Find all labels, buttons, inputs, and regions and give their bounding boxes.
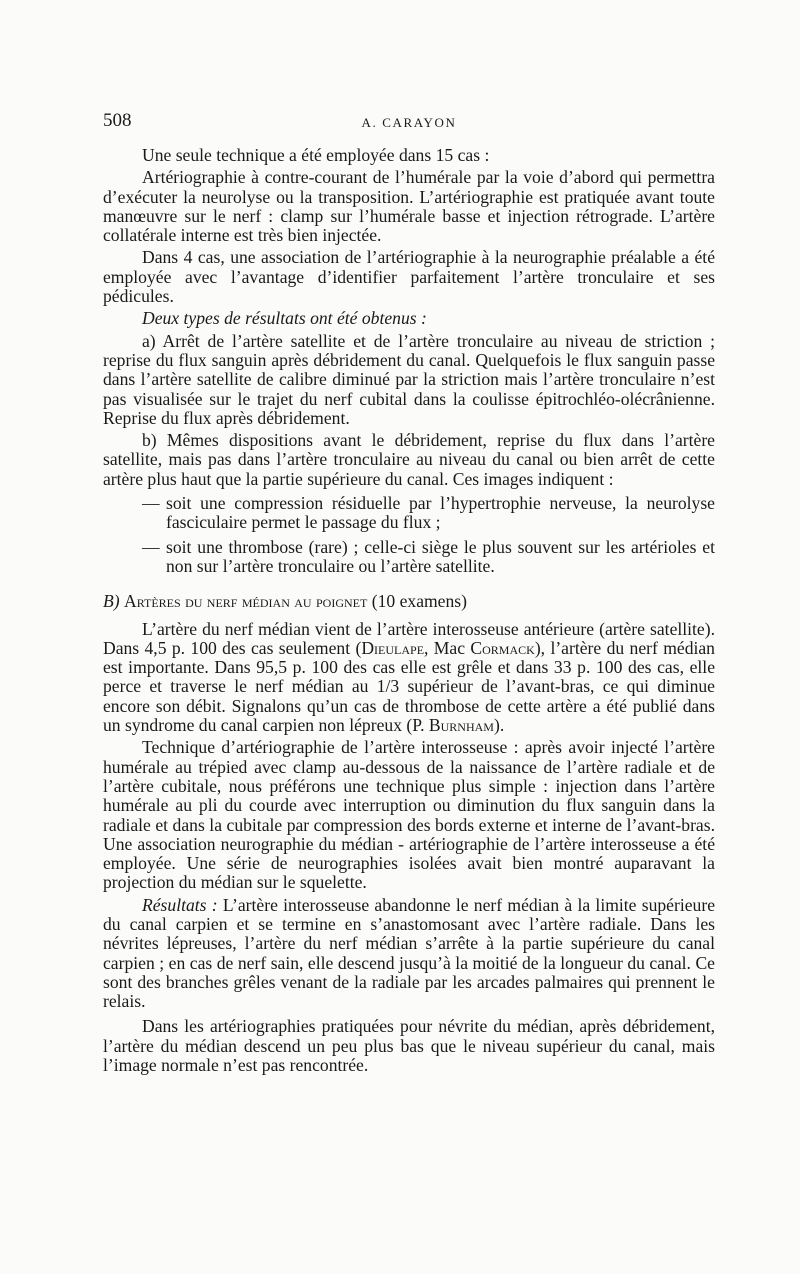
paragraph: Dans les artériographies pratiquées pour névrite du médian, après débridement, l’artère du médian descend un peu plus bas que le niveau supérieur du canal, mais l’image normale n’est pas rencontrée. [103,1016,715,1076]
dash-mark: — [142,493,160,514]
text-run: ). [493,715,505,736]
dash-item [142,494,715,533]
paragraph [103,620,715,736]
page-body [103,146,715,1078]
page-header [103,110,715,136]
author-name: Dieulape [361,637,425,658]
dash-mark: — [142,536,160,557]
dash-item-text: soit une compression résiduelle par l’hypertrophie nerveuse, la neurolyse fasciculaire permet le passage du flux ; [166,493,715,533]
paragraph [103,896,715,1012]
paragraph: a) Arrêt de l’artère satellite et de l’artère tronculaire au niveau de striction ; reprise du flux sanguin après débridement du canal. Quelquefois le flux sanguin passe dans l’artère satellite de calibre diminué par la striction mais l’artère tronculaire n’est pas visualisée sur le trajet du nerf cubital dans la coulisse épitrochléo-olécrânienne. Reprise du flux après débridement. [103,330,715,428]
text-run: L’artère du nerf médian vient de l’artère interosseuse antérieure (artère satellite). Dans 4,5 p. 100 des cas seulement ( [103,618,715,658]
paragraph: b) Mêmes dispositions avant le débridement, reprise du flux dans l’artère satellite, mais pas dans l’artère tronculaire au niveau du canal ou bien arrêt de cette artère plus haut que la partie supérieure du canal. Ces images indiquent : [103,430,715,489]
running-title: A. CARAYON [361,115,457,130]
results-label: Résultats : [142,894,218,915]
results-heading: Deux types de résultats ont été obtenus : [142,308,427,329]
section-heading [103,592,715,611]
text-run: , Mac [424,637,471,658]
paragraph: Une seule technique a été employée dans 15 cas : [142,145,490,165]
dash-item-text: soit une thrombose (rare) ; celle-ci siège le plus souvent sur les artérioles et non sur l’artère tronculaire ou l’artère satellite. [166,536,715,576]
section-title: Artères du nerf médian au poignet [124,591,368,612]
paragraph: Dans 4 cas, une association de l’artériographie à la neurographie préalable a été employée avec l’avantage d’identifier parfaitement l’artère tronculaire et ses pédicules. [103,247,715,307]
paragraph: Artériographie à contre-courant de l’humérale par la voie d’abord qui permettra d’exécuter la neurolyse ou la transposition. L’artériographie est pratiquée avant toute manœuvre sur le nerf : clamp sur l’humérale basse et injection rétrograde. L’artère collatérale interne est très bien injectée. [103,167,715,246]
section-note: (10 examens) [371,591,467,612]
dash-item [142,538,715,577]
text-run: ), l’artère du nerf médian est importante. Dans 95,5 p. 100 des cas elle est grêle et dans 33 p. 100 des cas, elle perce et traverse le nerf médian au 1/3 supérieur de l’avant-bras, ce qui diminue encore son débit. Signalons qu’un cas de thrombose de cette artère a été publié dans un syndrome du canal carpien non lépreux (P. [103,637,715,736]
text-run: L’artère interosseuse abandonne le nerf médian à la limite supérieure du canal carpien et se termine en s’anastomosant avec l’artère radiale. Dans les névrites lépreuses, l’artère du nerf médian s’arrête à la partie supérieure du canal carpien ; en cas de nerf sain, elle descend jusqu’à la moitié de la longueur du canal. Ce sont des branches grêles venant de la radiale par les arcades palmaires qui prennent le relais. [103,894,715,1012]
author-name: Cormack [470,637,535,658]
page-number: 508 [103,110,132,131]
section-letter: B) [103,591,120,612]
author-name: Burnham [428,715,494,736]
paragraph: Technique d’artériographie de l’artère interosseuse : après avoir injecté l’artère humérale au trépied avec clamp au-dessous de la naissance de l’artère radiale et de l’artère cubitale, nous préférons une technique plus simple : injection dans l’artère humérale au pli du courde avec interruption ou diminution du flux sanguin dans la radiale et dans la cubitale par compression des bords externe et interne de l’avant-bras. Une association neurographie du médian - artériographie de l’artère interosseuse a été employée. Une série de neurographies isolées avait bien montré auparavant la projection du médian sur le squelette. [103,737,715,893]
